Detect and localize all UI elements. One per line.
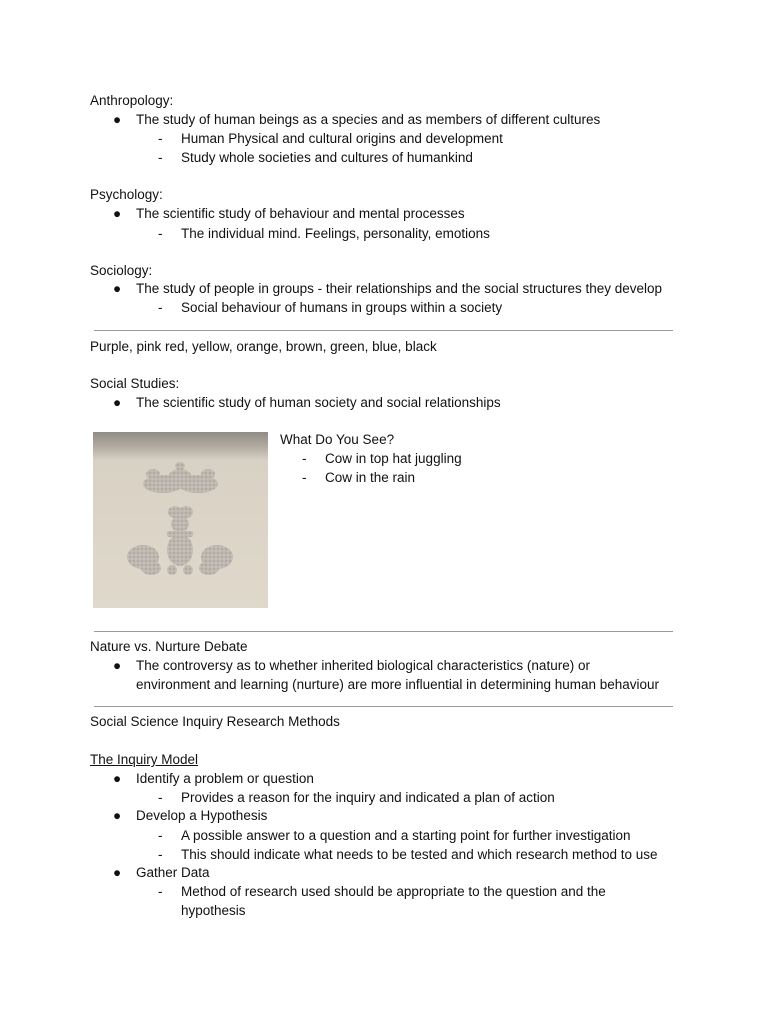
inquiry-step: Identify a problem or question — [136, 771, 314, 786]
inquiry-step-point-cont: hypothesis — [181, 903, 246, 918]
inquiry-model-heading: The Inquiry Model — [90, 752, 199, 767]
nature-nurture-heading: Nature vs. Nurture Debate — [90, 639, 248, 654]
answer-item: Cow in top hat juggling — [325, 451, 462, 466]
colors-line: Purple, pink red, yellow, orange, brown, green, blue, black — [90, 339, 437, 354]
dash-icon: - — [302, 470, 307, 485]
inquiry-step: Gather Data — [136, 865, 210, 880]
anthropology-heading: Anthropology: — [90, 93, 174, 108]
dash-icon: - — [158, 300, 163, 315]
bullet-icon: ● — [113, 865, 122, 880]
bullet-icon: ● — [113, 112, 122, 127]
inquiry-step: Develop a Hypothesis — [136, 808, 268, 823]
bullet-icon: ● — [113, 658, 122, 673]
answer-item: Cow in the rain — [325, 470, 416, 485]
psychology-point: The individual mind. Feelings, personality, emotions — [181, 226, 490, 241]
psychology-definition: The scientific study of behaviour and mental processes — [136, 206, 465, 221]
bullet-icon: ● — [113, 281, 122, 296]
anthropology-point: Human Physical and cultural origins and development — [181, 131, 503, 146]
inquiry-step-point: Method of research used should be appropriate to the question and the — [181, 884, 606, 899]
dash-icon: - — [158, 150, 163, 165]
horizontal-divider — [94, 631, 673, 632]
social-studies-definition: The scientific study of human society and social relationships — [136, 395, 501, 410]
inkblot-photo — [93, 432, 268, 608]
nature-nurture-definition-cont: environment and learning (nurture) are more influential in determining human behaviour — [136, 677, 660, 692]
dash-icon: - — [302, 451, 307, 466]
dash-icon: - — [158, 790, 163, 805]
bullet-icon: ● — [113, 808, 122, 823]
dash-icon: - — [158, 847, 163, 862]
anthropology-point: Study whole societies and cultures of humankind — [181, 150, 473, 165]
psychology-heading: Psychology: — [90, 187, 163, 202]
sociology-definition: The study of people in groups - their relationships and the social structures they develop — [136, 281, 663, 296]
dash-icon: - — [158, 884, 163, 899]
dash-icon: - — [158, 131, 163, 146]
inquiry-step-point: Provides a reason for the inquiry and indicated a plan of action — [181, 790, 555, 805]
methods-heading: Social Science Inquiry Research Methods — [90, 714, 340, 729]
sociology-point: Social behaviour of humans in groups within a society — [181, 300, 503, 315]
dash-icon: - — [158, 226, 163, 241]
inquiry-step-point: This should indicate what needs to be tested and which research method to use — [181, 847, 658, 862]
horizontal-divider — [94, 706, 673, 707]
what-do-you-see-heading: What Do You See? — [280, 432, 395, 447]
social-studies-heading: Social Studies: — [90, 376, 180, 391]
dash-icon: - — [158, 828, 163, 843]
bullet-icon: ● — [113, 395, 122, 410]
inquiry-step-point: A possible answer to a question and a starting point for further investigation — [181, 828, 631, 843]
sociology-heading: Sociology: — [90, 263, 153, 278]
bullet-icon: ● — [113, 771, 122, 786]
nature-nurture-definition: The controversy as to whether inherited biological characteristics (nature) or — [136, 658, 590, 673]
anthropology-definition: The study of human beings as a species and as members of different cultures — [136, 112, 601, 127]
bullet-icon: ● — [113, 206, 122, 221]
horizontal-divider — [94, 330, 673, 331]
